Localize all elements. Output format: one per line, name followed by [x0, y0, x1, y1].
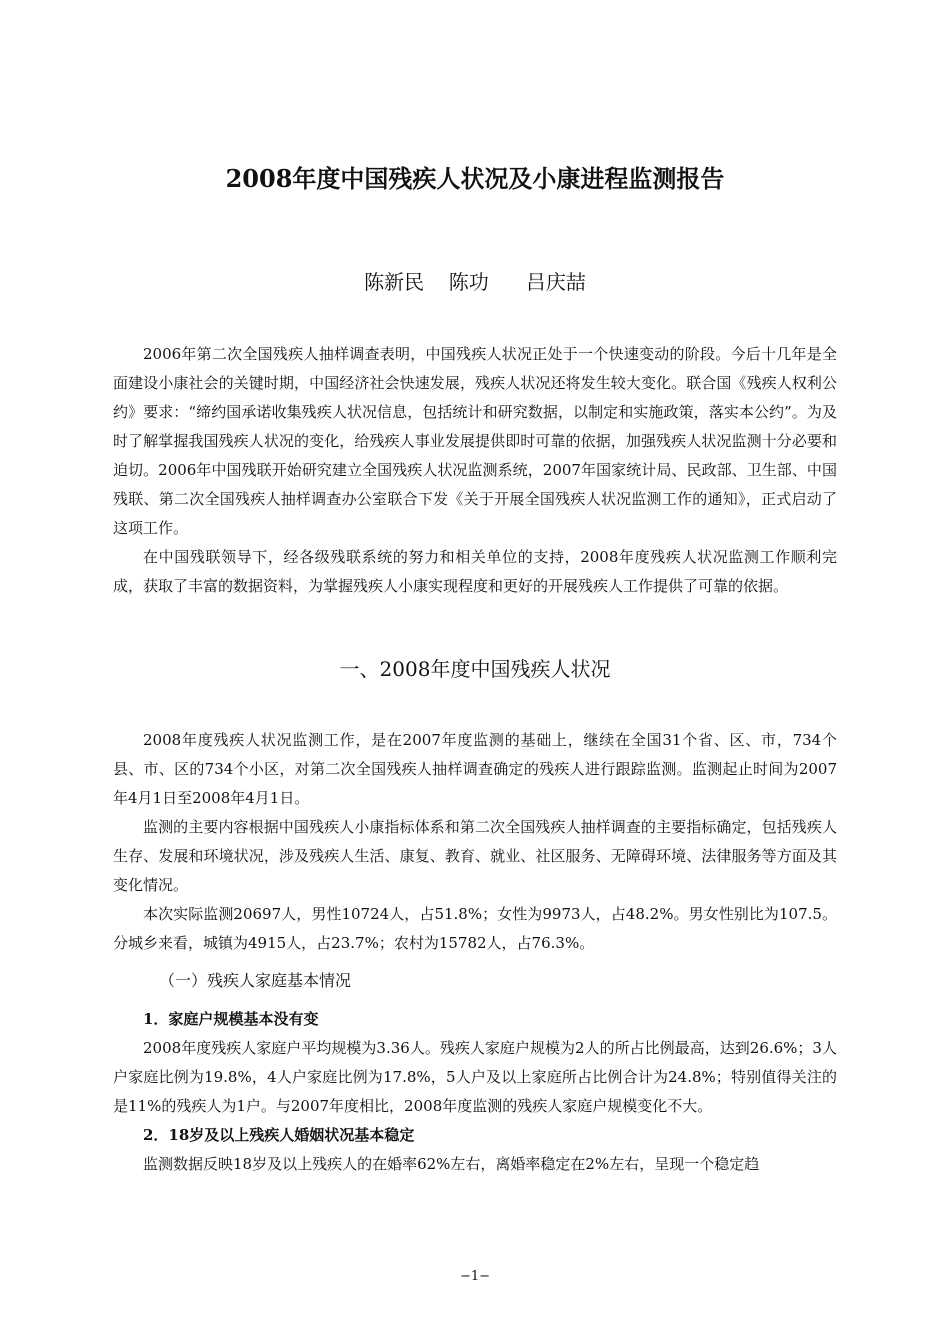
intro-section — [113, 340, 837, 601]
subsection-heading: （一）残疾人家庭基本情况 — [159, 971, 352, 990]
page-number: −1− — [459, 1269, 491, 1284]
section-heading: 一、2008年度中国残疾人状况 — [339, 657, 611, 681]
intro-paragraph-2: 在中国残联领导下，经各级残联系统的努力和相关单位的支持，2008年度残疾人状况监测工作顺利完成，获取了丰富的数据资料，为掌握残疾人小康实现程度和更好的开展残疾人工作提供了可靠的依据。 — [113, 548, 837, 595]
section-paragraph-1: 2008年度残疾人状况监测工作，是在2007年度监测的基础上，继续在全国31个省、区、市，734个县、市、区的734个小区，对第二次全国残疾人抽样调查确定的残疾人进行跟踪监测。监测起止时间为2007年4月1日至2008年4月1日。 — [113, 731, 837, 807]
section-paragraph-3: 本次实际监测20697人，男性10724人，占51.8%；女性为9973人，占48.2%。男女性别比为107.5。分城乡来看，城镇为4915人，占23.7%；农村为15782人，占76.3%。 — [113, 905, 837, 952]
item-1-heading: 1．家庭户规模基本没有变 — [143, 1010, 319, 1028]
item-2-heading: 2．18岁及以上残疾人婚姻状况基本稳定 — [143, 1126, 415, 1144]
intro-paragraph-1: 2006年第二次全国残疾人抽样调查表明，中国残疾人状况正处于一个快速变动的阶段。今后十几年是全面建设小康社会的关键时期，中国经济社会快速发展，残疾人状况还将发生较大变化。联合国《残疾人权利公约》要求：“缔约国承诺收集残疾人状况信息，包括统计和研究数据，以制定和实施政策，落实本公约”。为及时了解掌握我国残疾人状况的变化，给残疾人事业发展提供即时可靠的依据，加强残疾人状况监测十分必要和迫切。2006年中国残联开始研究建立全国残疾人状况监测系统，2007年国家统计局、民政部、卫生部、中国残联、第二次全国残疾人抽样调查办公室联合下发《关于开展全国残疾人状况监测工作的通知》，正式启动了这项工作。 — [113, 345, 837, 537]
item-1-paragraph: 2008年度残疾人家庭户平均规模为3.36人。残疾人家庭户规模为2人的所占比例最高，达到26.6%；3人户家庭比例为19.8%，4人户家庭比例为17.8%，5人户及以上家庭所占比例合计为24.8%；特别值得关注的是11%的残疾人为1户。与2007年度相比，2008年度监测的残疾人家庭户规模变化不大。 — [113, 1039, 837, 1115]
authors: 陈新民 陈功 吕庆喆 — [364, 270, 586, 294]
section-body — [113, 726, 837, 1179]
item-2-paragraph: 监测数据反映18岁及以上残疾人的在婚率62%左右，离婚率稳定在2%左右，呈现一个稳定趋 — [143, 1155, 760, 1173]
page-title: 2008年度中国残疾人状况及小康进程监测报告 — [225, 164, 725, 193]
section-paragraph-2: 监测的主要内容根据中国残疾人小康指标体系和第二次全国残疾人抽样调查的主要指标确定，包括残疾人生存、发展和环境状况，涉及残疾人生活、康复、教育、就业、社区服务、无障碍环境、法律服务等方面及其变化情况。 — [113, 818, 837, 894]
